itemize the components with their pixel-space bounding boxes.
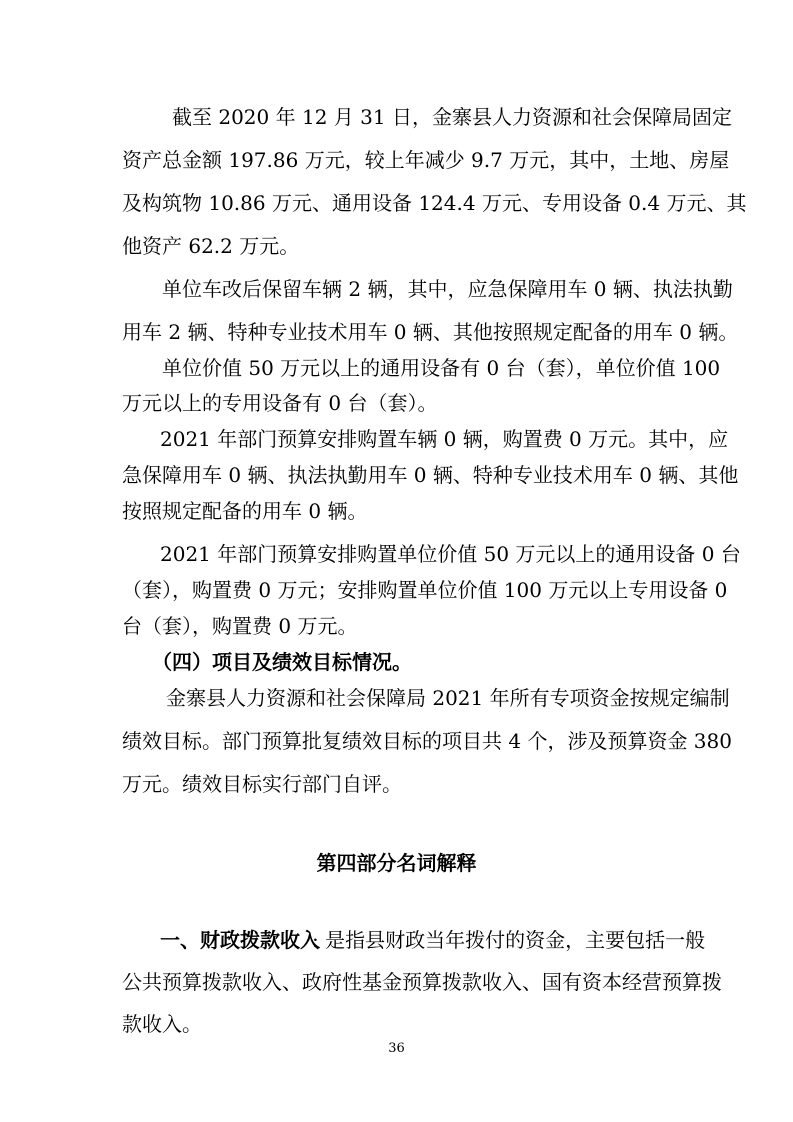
performance-line-text: 绩效目标。部门预算批复绩效目标的项目共 4 个，涉及预算资金 380 xyxy=(122,729,732,753)
performance-line-text: 万元。绩效目标实行部门自评。 xyxy=(122,772,402,796)
definition-line-text: 公共预算拨款收入、政府性基金预算拨款收入、国有资本经营预算拨 xyxy=(122,970,722,994)
assets-line-text: 截至 2020 年 12 月 31 日，金寨县人力资源和社会保障局固定 xyxy=(172,105,732,129)
section-four-heading-text: （四）项目及绩效目标情况。 xyxy=(152,650,412,674)
budget-equipment-line-text: 台（套），购置费 0 万元。 xyxy=(122,614,358,638)
part-four-title: 第四部分名词解释 xyxy=(316,851,477,875)
definition-term: 一、财政拨款收入 xyxy=(160,928,320,952)
assets-line-text: 他资产 62.2 万元。 xyxy=(122,234,300,258)
vehicles-line-text: 单位车改后保留车辆 2 辆，其中，应急保障用车 0 辆、执法执勤 xyxy=(162,277,733,301)
budget-equipment-line-text: 2021 年部门预算安排购置单位价值 50 万元以上的通用设备 0 台 xyxy=(160,542,741,566)
budget-vehicles-line-text: 按照规定配备的用车 0 辆。 xyxy=(122,499,368,523)
assets-line-text: 资产总金额 197.86 万元，较上年减少 9.7 万元，其中，土地、房屋 xyxy=(122,148,730,172)
assets-line-text: 及构筑物 10.86 万元、通用设备 124.4 万元、专用设备 0.4 万元、其 xyxy=(122,191,747,215)
budget-vehicles-line-text: 2021 年部门预算安排购置车辆 0 辆，购置费 0 万元。其中，应 xyxy=(160,427,729,451)
equipment-line-text: 单位价值 50 万元以上的通用设备有 0 台（套），单位价值 100 xyxy=(162,356,721,380)
vehicles-line-text: 用车 2 辆、特种专业技术用车 0 辆、其他按照规定配备的用车 0 辆。 xyxy=(122,320,739,344)
performance-line-text: 金寨县人力资源和社会保障局 2021 年所有专项资金按规定编制 xyxy=(166,686,730,710)
definition-line-text: 款收入。 xyxy=(122,1012,202,1036)
definition-line-text: : 是指县财政当年拨付的资金，主要包括一般 xyxy=(312,928,706,952)
budget-vehicles-line-text: 急保障用车 0 辆、执法执勤用车 0 辆、特种专业技术用车 0 辆、其他 xyxy=(122,463,739,487)
equipment-line-text: 万元以上的专用设备有 0 台（套）。 xyxy=(122,391,438,415)
page-number: 36 xyxy=(388,1041,405,1056)
performance-paragraph-line-3 xyxy=(0,770,793,854)
budget-equipment-line-text: （套），购置费 0 万元；安排购置单位价值 100 万元以上专用设备 0 xyxy=(122,578,728,602)
